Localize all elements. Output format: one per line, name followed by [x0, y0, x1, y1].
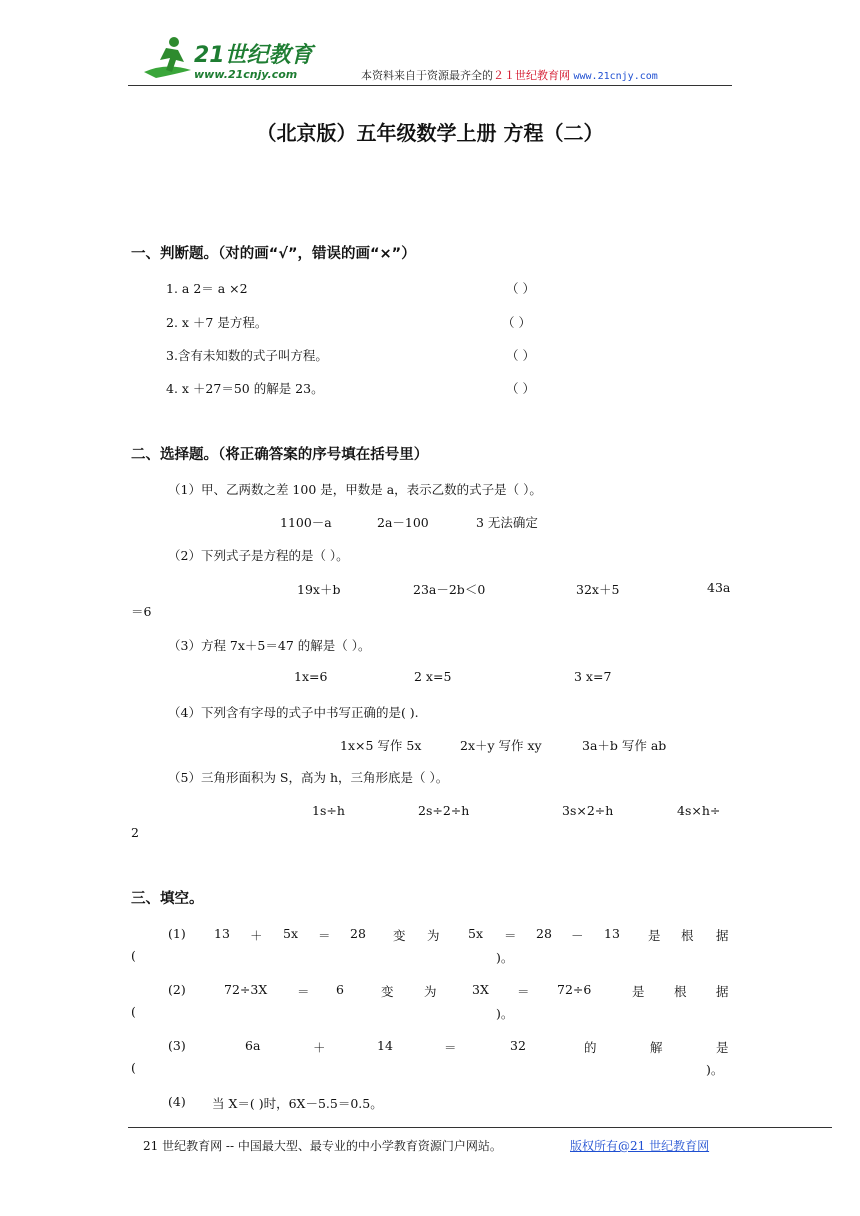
choice-q2-option-1[interactable]: 19x＋b: [297, 582, 341, 597]
logo-text: 21世纪教育: [194, 43, 313, 68]
choice-q4-option-1[interactable]: 1x×5 写作 5x: [340, 738, 422, 753]
choice-q5-option-4[interactable]: 4s×h÷: [677, 803, 721, 818]
fill-q1-paren-close: )。: [496, 950, 514, 965]
answer-paren-1[interactable]: （ ）: [506, 281, 535, 296]
choice-q1-option-1[interactable]: 1100－a: [280, 515, 332, 530]
fill-q1-token: ＝: [504, 928, 517, 943]
fill-q1-token: 28: [350, 926, 366, 941]
fill-q3-token: 的: [584, 1040, 597, 1055]
choice-q1-option-2[interactable]: 2a－100: [377, 515, 429, 530]
fill-q1-token: 5x: [468, 926, 484, 941]
choice-q3-option-3[interactable]: 3 x=7: [574, 669, 612, 684]
footer-copyright-link[interactable]: 版权所有@21 世纪教育网: [570, 1139, 710, 1153]
header-note-prefix: 本资料来自于资源最齐全的: [361, 69, 493, 82]
fill-q1-token: 根: [681, 928, 694, 943]
fill-q3-token: 14: [377, 1038, 393, 1053]
choice-q1-option-3[interactable]: 3 无法确定: [476, 515, 538, 530]
fill-q3-paren-open[interactable]: (: [131, 1060, 136, 1075]
choice-q5-option-4-cont: 2: [131, 825, 139, 840]
fill-q2-token: ＝: [517, 984, 530, 999]
section-2-heading: 二、选择题。（将正确答案的序号填在括号里）: [131, 447, 429, 463]
fill-q1-token: －: [571, 928, 584, 943]
fill-q2-paren-close: )。: [496, 1006, 514, 1021]
header-note-site[interactable]: ２１世纪教育网: [493, 69, 570, 82]
fill-q2-token: 是: [632, 984, 645, 999]
fill-q3-token: ＝: [444, 1040, 457, 1055]
choice-q2-option-4[interactable]: 43a: [707, 580, 731, 595]
fill-q3-token: 解: [650, 1040, 663, 1055]
answer-paren-3[interactable]: （ ）: [506, 348, 535, 363]
choice-q1-stem: （1）甲、乙两数之差 100 是，甲数是 a，表示乙数的式子是（ ）。: [168, 482, 542, 497]
fill-q2-token: 为: [424, 984, 437, 999]
runner-icon: [144, 37, 191, 78]
choice-q2-stem: （2）下列式子是方程的是（ ）。: [168, 548, 349, 563]
judge-item-1: 1. a 2＝ a ×2: [166, 281, 248, 296]
choice-q3-option-2[interactable]: 2 x=5: [414, 669, 452, 684]
fill-q2-token: 72÷6: [557, 982, 592, 997]
judge-item-2: 2. x ＋7 是方程。: [166, 315, 268, 330]
choice-q5-option-1[interactable]: 1s÷h: [312, 803, 345, 818]
site-logo: [136, 32, 336, 84]
choice-q5-option-3[interactable]: 3s×2÷h: [562, 803, 614, 818]
fill-q3-token: 是: [716, 1040, 729, 1055]
fill-q1-token: 5x: [283, 926, 299, 941]
choice-q2-option-3[interactable]: 32x＋5: [576, 582, 620, 597]
fill-q2-token: 根: [674, 984, 687, 999]
fill-q1-token: ＋: [250, 928, 263, 943]
choice-q3-option-1[interactable]: 1x=6: [294, 669, 328, 684]
header-divider: [128, 85, 732, 86]
fill-q1-token: 13: [604, 926, 620, 941]
judge-item-4: 4. x ＋27＝50 的解是 23。: [166, 381, 324, 396]
fill-q1-token: 据: [716, 928, 729, 943]
fill-q1-token: 是: [648, 928, 661, 943]
choice-q4-option-3[interactable]: 3a＋b 写作 ab: [582, 738, 667, 753]
answer-paren-2[interactable]: （ ）: [502, 315, 531, 330]
fill-q2-token: 变: [381, 984, 394, 999]
header-note: [361, 67, 658, 83]
fill-q2-token: 6: [336, 982, 344, 997]
footer-site-description: 21 世纪教育网 -- 中国最大型、最专业的中小学教育资源门户网站。: [143, 1139, 502, 1153]
section-3-heading: 三、填空。: [131, 891, 204, 907]
fill-q4-label: (4): [168, 1094, 186, 1109]
fill-q1-token: ＝: [318, 928, 331, 943]
fill-q1-token: 变: [393, 928, 406, 943]
fill-q3-token: 32: [510, 1038, 526, 1053]
choice-q4-option-2[interactable]: 2x＋y 写作 xy: [460, 738, 542, 753]
fill-q2-token: (2): [168, 982, 186, 997]
fill-q3-paren-close: )。: [706, 1062, 724, 1077]
section-1-heading: 一、判断题。（对的画“√”，错误的画“×”）: [131, 246, 416, 262]
choice-q4-stem: （4）下列含有字母的式子中书写正确的是( ).: [168, 705, 419, 720]
choice-q2-option-2[interactable]: 23a－2b＜0: [413, 582, 486, 597]
answer-paren-4[interactable]: （ ）: [506, 381, 535, 396]
footer-divider: [128, 1127, 832, 1128]
choice-q3-stem: （3）方程 7x＋5＝47 的解是（ ）。: [168, 638, 371, 653]
fill-q4-text[interactable]: 当 X＝( )时，6X－5.5＝0.5。: [212, 1096, 383, 1111]
fill-q2-token: 据: [716, 984, 729, 999]
fill-q2-token: 3X: [472, 982, 489, 997]
choice-q5-option-2[interactable]: 2s÷2÷h: [418, 803, 470, 818]
fill-q3-token: ＋: [313, 1040, 326, 1055]
choice-q2-option-4-cont: ＝6: [131, 604, 152, 619]
fill-q2-paren-open[interactable]: (: [131, 1004, 136, 1019]
fill-q2-token: 72÷3X: [224, 982, 268, 997]
judge-item-3: 3.含有未知数的式子叫方程。: [166, 348, 328, 363]
logo-url: www.21cnjy.com: [194, 68, 298, 81]
fill-q1-token: 为: [427, 928, 440, 943]
fill-q1-token: 28: [536, 926, 552, 941]
fill-q3-token: 6a: [245, 1038, 261, 1053]
fill-q2-token: ＝: [297, 984, 310, 999]
page-title: （北京版）五年级数学上册 方程（二）: [256, 121, 604, 145]
header-note-url[interactable]: www.21cnjy.com: [573, 71, 658, 82]
fill-q1-paren-open[interactable]: (: [131, 948, 136, 963]
fill-q3-token: (3): [168, 1038, 186, 1053]
fill-q1-token: 13: [214, 926, 230, 941]
choice-q5-stem: （5）三角形面积为 S，高为 h，三角形底是（ ）。: [168, 770, 449, 785]
fill-q1-token: (1): [168, 926, 186, 941]
